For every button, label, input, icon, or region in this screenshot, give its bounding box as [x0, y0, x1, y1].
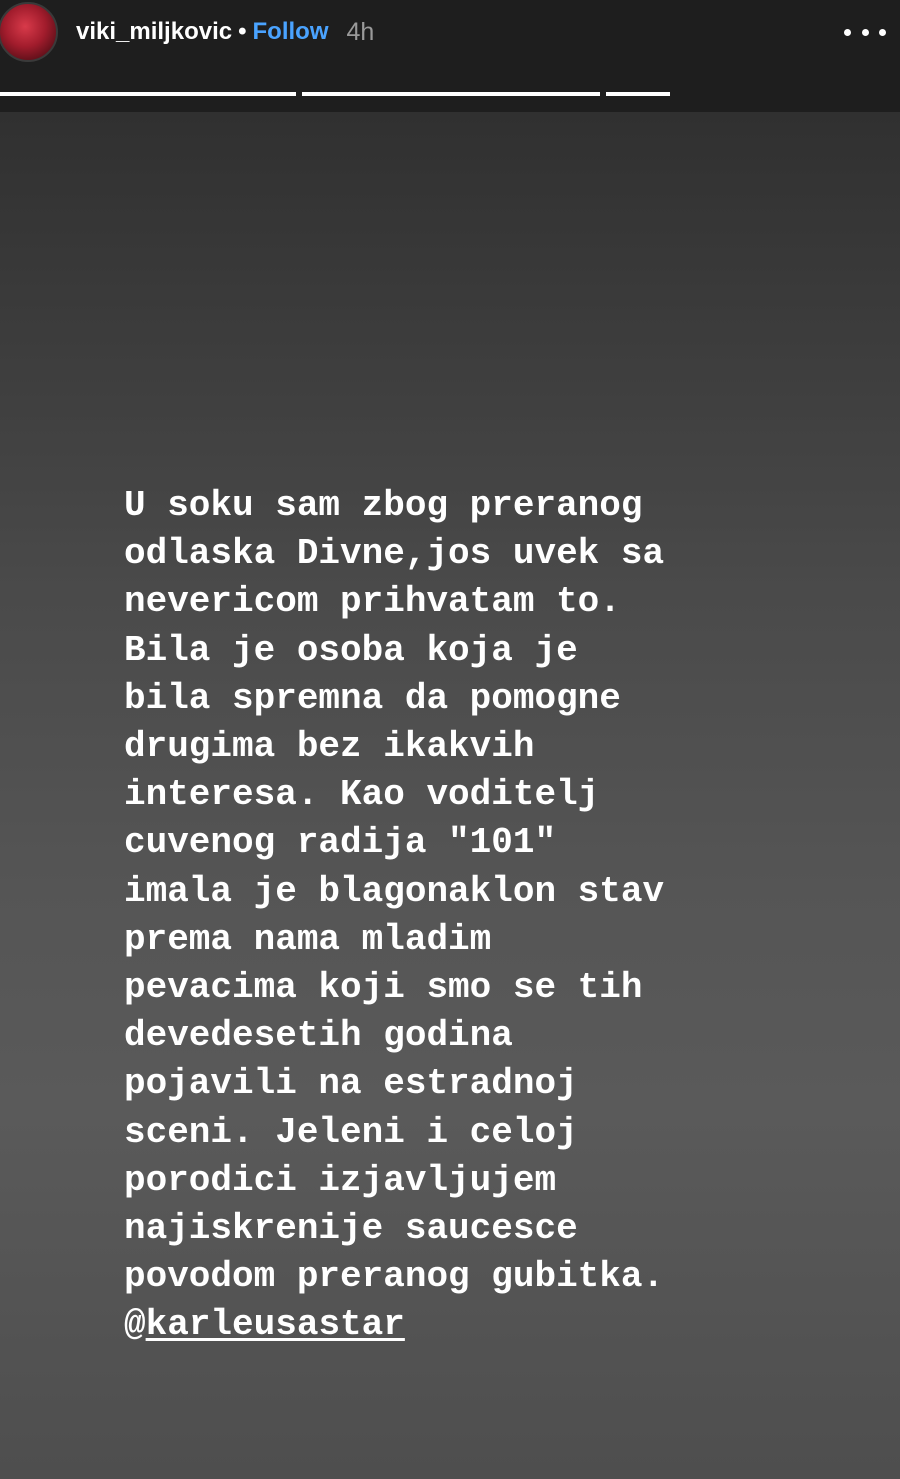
- story-line: nevericom prihvatam to.: [124, 581, 621, 623]
- story-text: [124, 482, 824, 1350]
- avatar[interactable]: [0, 2, 58, 62]
- story-line: porodici izjavljujem: [124, 1159, 557, 1201]
- story-line: cuvenog radija "101": [124, 822, 557, 864]
- story-header: [0, 0, 900, 112]
- story-line: drugima bez ikakvih: [124, 726, 535, 768]
- story-line: devedesetih godina: [124, 1015, 513, 1057]
- story-line: pojavili na estradnoj: [124, 1063, 578, 1105]
- progress-fill: [0, 92, 296, 96]
- story-user-row: [76, 14, 374, 50]
- more-options-icon[interactable]: [844, 18, 886, 46]
- story-line: najiskrenije saucesce: [124, 1208, 578, 1250]
- story-line: sceni. Jeleni i celoj: [124, 1111, 578, 1153]
- separator-dot: •: [238, 18, 247, 45]
- more-dot: [844, 29, 851, 36]
- progress-segment: [0, 92, 296, 96]
- timestamp: 4h: [346, 17, 375, 46]
- mention-prefix: @: [124, 1304, 146, 1346]
- story-line: pevacima koji smo se tih: [124, 967, 643, 1009]
- story-progress: [0, 92, 900, 96]
- username[interactable]: viki_miljkovic: [76, 18, 233, 45]
- progress-fill: [606, 92, 670, 96]
- story-line: interesa. Kao voditelj: [124, 774, 600, 816]
- progress-fill: [302, 92, 600, 96]
- story-mention-line: [124, 1301, 824, 1349]
- story-line: prema nama mladim: [124, 918, 492, 960]
- progress-segment: [606, 92, 670, 96]
- mention-link[interactable]: karleusastar: [145, 1304, 405, 1346]
- story-line: Bila je osoba koja je: [124, 629, 578, 671]
- more-dot: [862, 29, 869, 36]
- progress-segment: [302, 92, 600, 96]
- story-line: bila spremna da pomogne: [124, 677, 621, 719]
- more-dot: [879, 29, 886, 36]
- follow-button[interactable]: Follow: [252, 18, 329, 45]
- story-line: odlaska Divne,jos uvek sa: [124, 533, 665, 575]
- story-line: U soku sam zbog preranog: [124, 485, 643, 526]
- story-line: imala je blagonaklon stav: [124, 870, 665, 912]
- story-line: povodom preranog gubitka.: [124, 1256, 665, 1298]
